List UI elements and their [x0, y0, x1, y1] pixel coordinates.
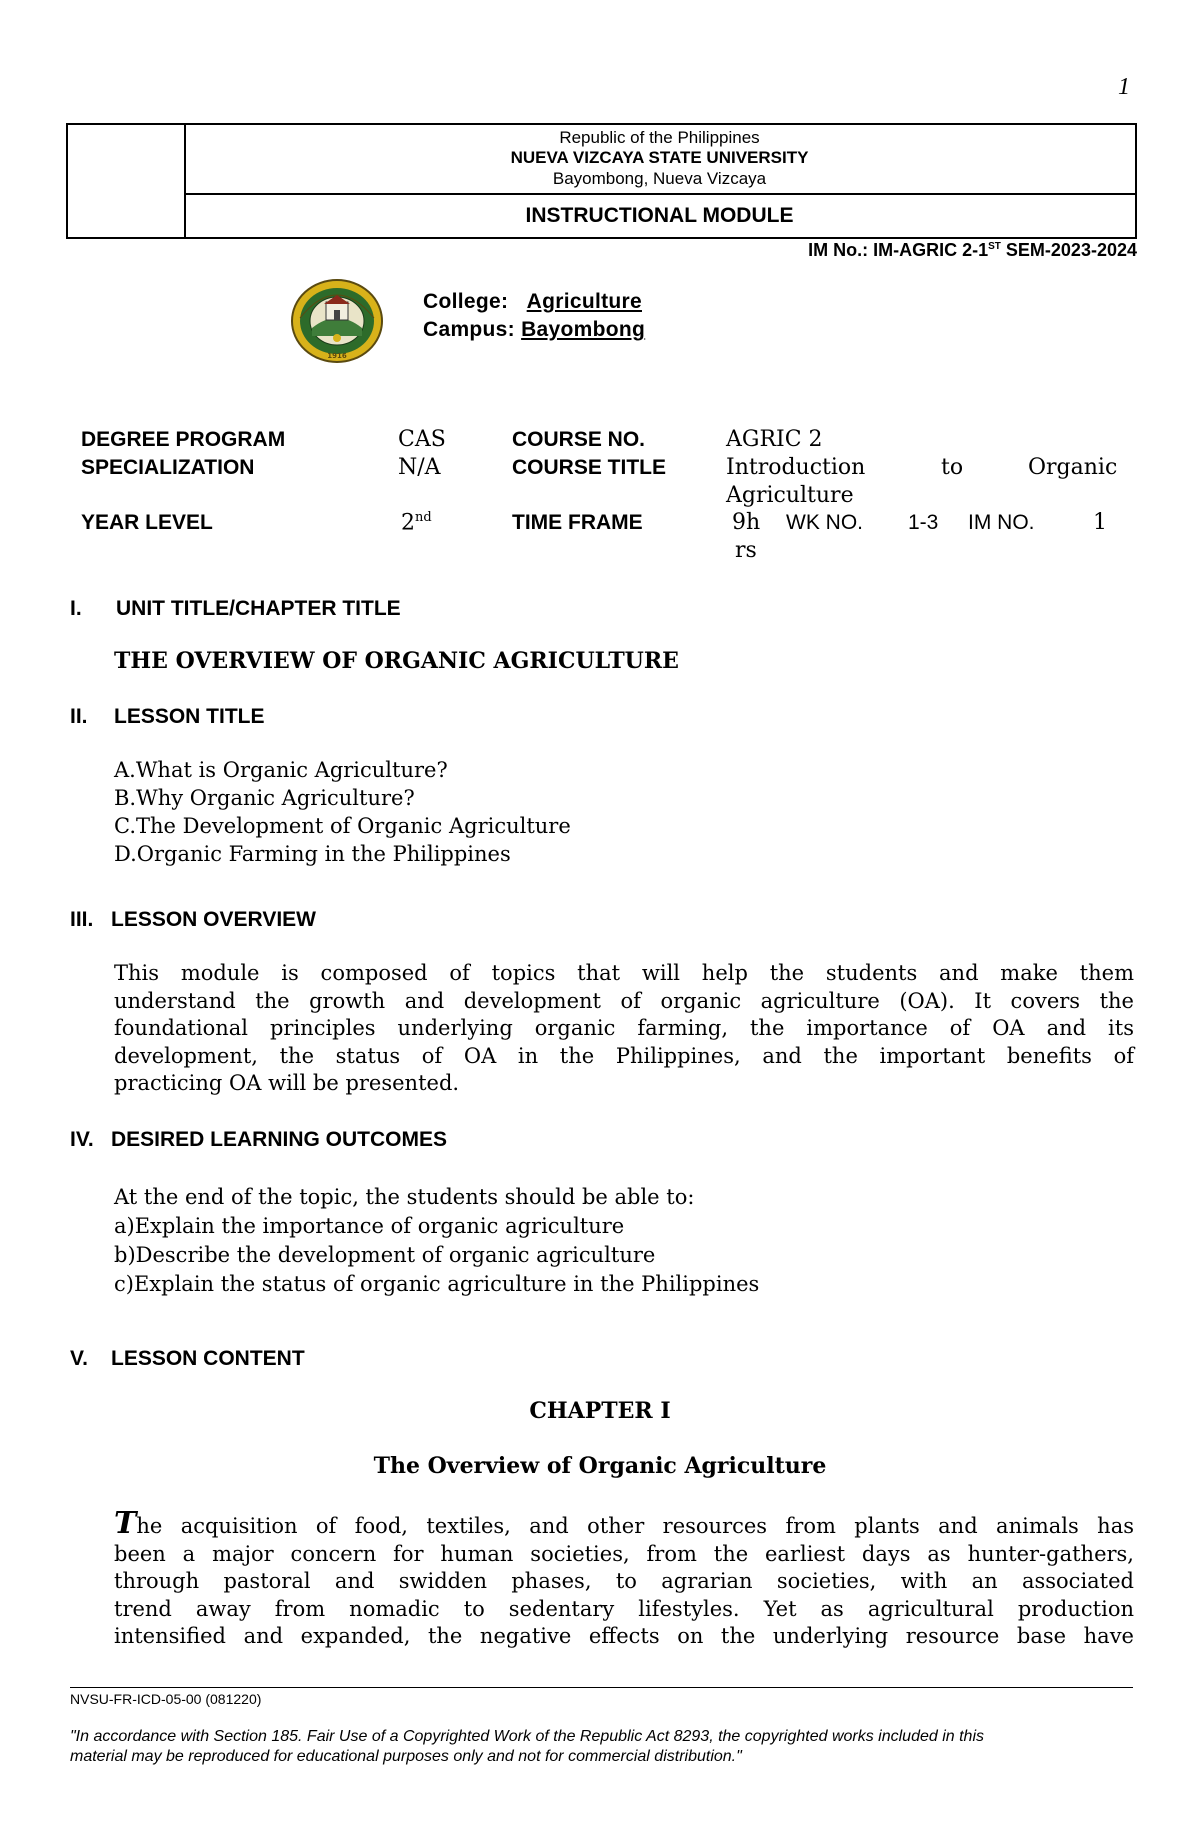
campus-field [423, 318, 645, 342]
lesson-text: Organic Farming in the Philippines [136, 842, 511, 866]
outcome-text: Explain the status of organic agriculture in the Philippines [133, 1272, 760, 1296]
overview-line: understand the growth and development of organic agriculture (OA). It covers the [114, 988, 1134, 1013]
course-title-value-3: Organic [1028, 455, 1118, 480]
im-number [808, 240, 1137, 261]
header-module-cell [184, 193, 1135, 237]
footer-divider [70, 1687, 1133, 1688]
im-no-label: IM NO. [968, 511, 1035, 534]
course-title-label: COURSE TITLE [512, 456, 667, 479]
unit-title: THE OVERVIEW OF ORGANIC AGRICULTURE [114, 648, 679, 674]
im-number-sup: ST [988, 241, 1001, 252]
wk-no-label: WK NO. [786, 511, 863, 534]
outcome-item [114, 1241, 759, 1270]
course-no-value: AGRIC 2 [726, 427, 823, 452]
header-logo-cell [68, 125, 186, 237]
outcome-text: Explain the importance of organic agriculture [134, 1214, 625, 1238]
chapter-number: CHAPTER I [529, 1398, 671, 1424]
section-1-title: UNIT TITLE/CHAPTER TITLE [116, 597, 401, 620]
svg-text:1916: 1916 [327, 352, 347, 360]
year-level-sup: nd [415, 510, 432, 525]
content-line: been a major concern for human societies, from the earliest days as hunter-gathers, [114, 1541, 1134, 1566]
section-3-title: LESSON OVERVIEW [111, 908, 316, 931]
im-number-prefix: IM No.: IM-AGRIC 2-1 [808, 240, 989, 260]
header-university-cell [184, 125, 1135, 195]
content-line-text: he acquisition of food, textiles, and other resources from plants and animals has [136, 1514, 1134, 1538]
im-no-value: 1 [1093, 510, 1107, 535]
lesson-letter: A. [114, 758, 136, 782]
drop-cap: T [114, 1506, 137, 1541]
footer-note-line: material may be reproduced for educational purposes only and not for commercial distribution." [70, 1748, 742, 1765]
time-frame-value-1: 9h [732, 510, 761, 535]
section-1-number: I. [70, 597, 82, 620]
degree-program-value: CAS [398, 427, 446, 452]
wk-no-value: 1-3 [908, 511, 939, 534]
lesson-letter: C. [114, 814, 136, 838]
time-frame-value-2: rs [735, 538, 757, 563]
footer-copyright-note [70, 1727, 1136, 1767]
lesson-text: What is Organic Agriculture? [135, 758, 448, 782]
lesson-content-text [114, 1506, 1134, 1651]
republic-text: Republic of the Philippines [559, 128, 760, 147]
lesson-item [114, 784, 571, 812]
course-title-value-2: to [941, 455, 964, 480]
lesson-letter: B. [114, 786, 137, 810]
outcome-item [114, 1212, 759, 1241]
page-number: 1 [1118, 74, 1130, 100]
im-number-suffix: SEM-2023-2024 [1000, 240, 1137, 260]
overview-line: development, the status of OA in the Philippines, and the important benefits of [114, 1043, 1134, 1068]
header-table [66, 123, 1137, 239]
content-line [114, 1506, 1134, 1541]
section-2-number: II. [70, 705, 88, 728]
outcome-letter: b) [114, 1243, 136, 1267]
lesson-item [114, 756, 571, 784]
overview-line: This module is composed of topics that will help the students and make them [114, 961, 1134, 985]
outcome-item [114, 1270, 759, 1299]
college-label: College: [423, 290, 509, 313]
module-type: INSTRUCTIONAL MODULE [525, 204, 794, 227]
outcome-text: Describe the development of organic agriculture [135, 1243, 656, 1267]
year-level-label: YEAR LEVEL [81, 511, 213, 534]
overview-line: practicing OA will be presented. [114, 1071, 460, 1095]
campus-label: Campus: [423, 318, 515, 341]
lesson-text: The Development of Organic Agriculture [136, 814, 571, 838]
lesson-overview-text [114, 960, 1134, 1098]
lesson-item [114, 812, 571, 840]
overview-line: foundational principles underlying organic farming, the importance of OA and its [114, 1016, 1134, 1040]
college-field [423, 290, 642, 314]
campus-value: Bayombong [521, 318, 646, 341]
university-seal-icon [290, 278, 384, 364]
section-5-number: V. [70, 1347, 88, 1370]
content-line: through pastoral and swidden phases, to agrarian societies, with an associated [114, 1569, 1134, 1593]
lesson-list [114, 756, 571, 868]
footer-form-code: NVSU-FR-ICD-05-00 (081220) [70, 1691, 262, 1707]
university-location: Bayombong, Nueva Vizcaya [552, 169, 767, 188]
course-title-value-1: Introduction [726, 455, 866, 480]
outcomes-block [114, 1183, 759, 1299]
specialization-value: N/A [398, 455, 441, 480]
lesson-letter: D. [114, 842, 137, 866]
outcomes-intro: At the end of the topic, the students should be able to: [114, 1185, 695, 1209]
year-level-value [401, 510, 432, 535]
time-frame-label: TIME FRAME [512, 511, 643, 534]
footer-note-line: "In accordance with Section 185. Fair Use of a Copyrighted Work of the Republic Act 8293, the copyrighted works included in this [70, 1728, 985, 1745]
course-title-value-4: Agriculture [726, 483, 854, 508]
content-line: intensified and expanded, the negative effects on the underlying resource base have [114, 1624, 1134, 1648]
degree-program-label: DEGREE PROGRAM [81, 428, 286, 451]
lesson-item [114, 840, 571, 868]
outcome-letter: c) [114, 1272, 134, 1296]
section-3-number: III. [70, 908, 94, 931]
university-name: NUEVA VIZCAYA STATE UNIVERSITY [510, 148, 809, 167]
lesson-text: Why Organic Agriculture? [136, 786, 415, 810]
specialization-label: SPECIALIZATION [81, 456, 255, 479]
chapter-title: The Overview of Organic Agriculture [373, 1453, 827, 1479]
section-2-title: LESSON TITLE [114, 705, 265, 728]
outcome-letter: a) [114, 1214, 135, 1238]
section-4-number: IV. [70, 1128, 94, 1151]
section-5-title: LESSON CONTENT [111, 1347, 305, 1370]
year-level-number: 2 [401, 510, 415, 536]
course-no-label: COURSE NO. [512, 428, 646, 451]
college-value: Agriculture [526, 290, 642, 313]
section-4-title: DESIRED LEARNING OUTCOMES [111, 1128, 448, 1151]
content-line: trend away from nomadic to sedentary lifestyles. Yet as agricultural production [114, 1596, 1134, 1621]
